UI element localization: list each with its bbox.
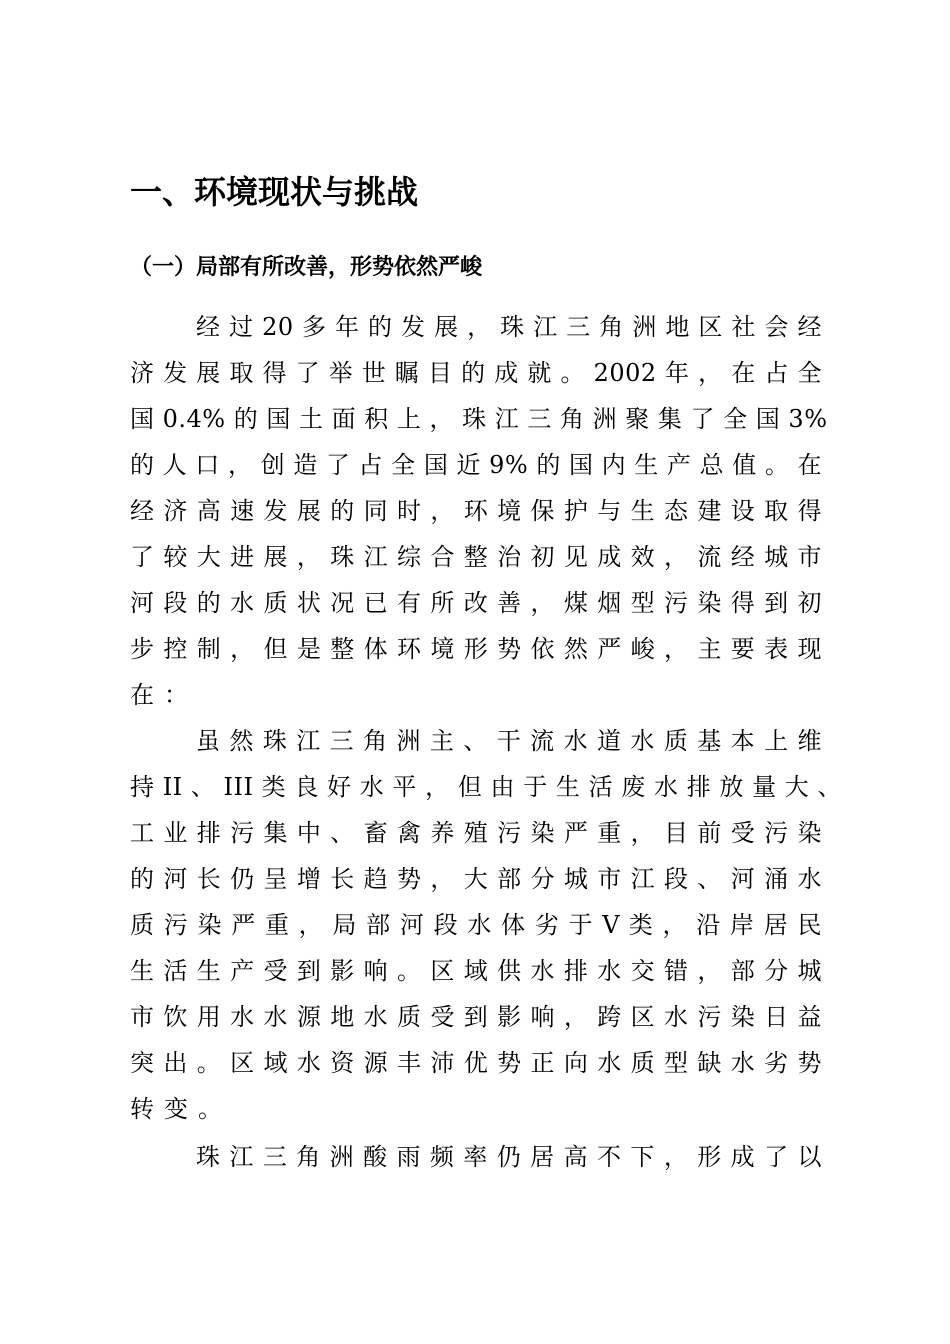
subsection-heading: （一）局部有所改善，形势依然严峻 <box>130 254 483 280</box>
paragraph-1-line-9: 在： <box>130 681 198 709</box>
paragraph-2-line-7: 市 饮 用 水 水 源 地 水 质 受 到 影 响 ， 跨 区 水 污 染 日 益 <box>130 1003 822 1031</box>
paragraph-1-line-2: 济 发 展 取 得 了 举 世 瞩 目 的 成 就 。 2002 年 ， 在 占 全 <box>130 359 822 387</box>
paragraph-2-line-8: 突 出 。 区 域 水 资 源 丰 沛 优 势 正 向 水 质 型 缺 水 劣 势 <box>130 1049 822 1077</box>
paragraph-2-line-9: 转变。 <box>130 1095 232 1123</box>
paragraph-1-line-5: 经 济 高 速 发 展 的 同 时 ， 环 境 保 护 与 生 态 建 设 取 得 <box>130 497 822 525</box>
paragraph-1-line-3: 国 0.4% 的 国 土 面 积 上 ， 珠 江 三 角 洲 聚 集 了 全 国 3% <box>130 405 828 433</box>
paragraph-2-line-3: 工 业 排 污 集 中 、 畜 禽 养 殖 污 染 严 重 ， 目 前 受 污 染 <box>130 819 822 847</box>
paragraph-3-line-1: 珠 江 三 角 洲 酸 雨 频 率 仍 居 高 不 下 ， 形 成 了 以 <box>196 1143 822 1171</box>
paragraph-2-line-6: 生 活 生 产 受 到 影 响 。 区 域 供 水 排 水 交 错 ， 部 分 城 <box>130 957 822 985</box>
paragraph-1-line-1: 经 过 20 多 年 的 发 展 ， 珠 江 三 角 洲 地 区 社 会 经 <box>196 313 822 341</box>
paragraph-1-line-4: 的 人 口 ， 创 造 了 占 全 国 近 9% 的 国 内 生 产 总 值 。 在 <box>130 451 822 479</box>
paragraph-2-line-1: 虽 然 珠 江 三 角 洲 主 、 干 流 水 道 水 质 基 本 上 维 <box>196 727 822 755</box>
paragraph-1-line-6: 了 较 大 进 展 ， 珠 江 综 合 整 治 初 见 成 效 ， 流 经 城 市 <box>130 543 822 571</box>
section-heading: 一、环境现状与挑战 <box>130 173 419 211</box>
paragraph-2-line-4: 的 河 长 仍 呈 增 长 趋 势 ， 大 部 分 城 市 江 段 、 河 涌 水 <box>130 865 822 893</box>
paragraph-2-line-5: 质 污 染 严 重 ， 局 部 河 段 水 体 劣 于 V 类 ， 沿 岸 居 民 <box>130 911 822 939</box>
paragraph-1-line-8: 步 控 制 ， 但 是 整 体 环 境 形 势 依 然 严 峻 ， 主 要 表 现 <box>130 635 822 663</box>
paragraph-2-line-2: 持 II 、 III 类 良 好 水 平 ， 但 由 于 生 活 废 水 排 放 量 大 、 <box>130 773 842 801</box>
paragraph-1-line-7: 河 段 的 水 质 状 况 已 有 所 改 善 ， 煤 烟 型 污 染 得 到 初 <box>130 589 822 617</box>
